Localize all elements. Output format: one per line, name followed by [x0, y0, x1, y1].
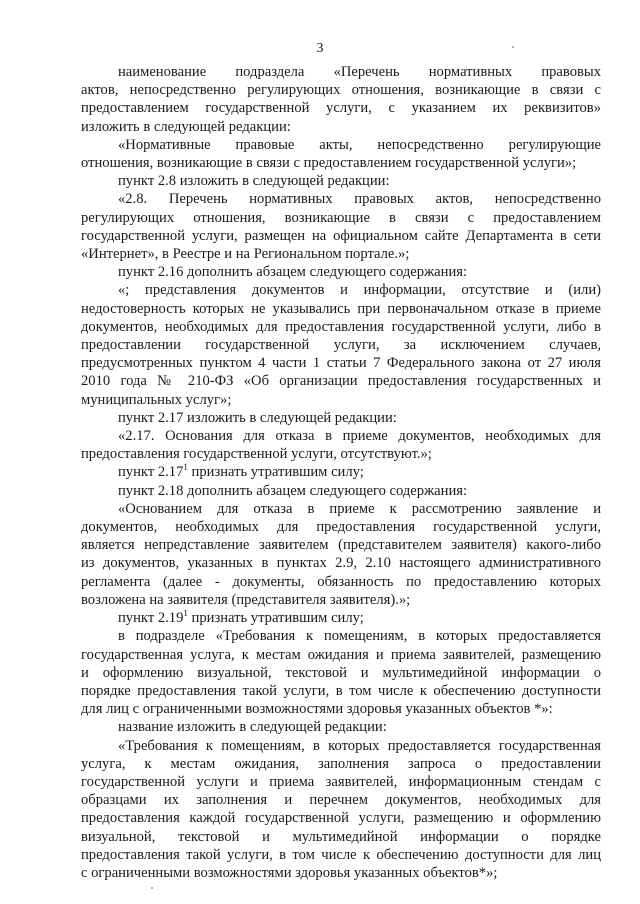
text-line: возложена на заявителя (представителя заявителя).»; [81, 591, 411, 608]
text-line: предоставления каждой государственной услуги, размещению и оформлению [81, 810, 601, 827]
document-body [81, 63, 601, 882]
page-number: 3 [316, 41, 324, 56]
superscript: 1 [183, 462, 188, 473]
text-line: «2.8. Перечень нормативных правовых актов, непосредственно [118, 191, 601, 208]
text-line: название изложить в следующей редакции: [118, 719, 387, 736]
text-line: с ограниченными возможностями здоровья указанных объектов*»; [81, 864, 498, 881]
text-line: в подразделе «Требования к помещениям, в которых предоставляется [118, 628, 601, 645]
text-line: регламента (далее - документы, обязанность по предоставлению которых [81, 573, 601, 590]
text-line: «Основанием для отказа в приеме к рассмотрению заявление и [118, 500, 601, 517]
text-line: документов, необходимых для предоставления государственной услуги, [81, 519, 601, 536]
text-line: предоставлении государственной услуги, за исключением случаев, [81, 337, 601, 354]
line-text: пункт 2.17 [118, 464, 184, 481]
text-line: предоставления государственной услуги, отсутствуют.»; [81, 446, 432, 463]
text-line: государственной услуги и приема заявителей, информационным стендам с [81, 773, 601, 790]
scan-speck [151, 887, 153, 889]
text-line: недостоверность которых не указывались при первоначальном отказе в приеме [81, 300, 601, 317]
text-line: государственной услуги, размещен на официальном сайте Департамента в сети [81, 227, 601, 244]
line-text: признать утратившим силу; [187, 464, 364, 481]
text-line: «Нормативные правовые акты, непосредственно регулирующие [118, 136, 601, 153]
text-line: «; представления документов и информации, отсутствие и (или) [118, 282, 601, 299]
text-line: порядке предоставления такой услуги, в том числе к обеспечению доступности [81, 682, 601, 699]
text-line: визуальной, текстовой и мультимедийной информации о порядке [81, 828, 601, 845]
text-line: для лиц с ограниченными возможностями здоровья указанных объектов *»: [81, 701, 553, 718]
text-line: регулирующих отношения, возникающие в связи с предоставлением [81, 209, 601, 226]
text-line: документов, необходимых для предоставления государственной услуги, либо в [81, 318, 601, 335]
text-line: пункт 2.16 дополнить абзацем следующего содержания: [118, 264, 468, 281]
text-line: является непредставление заявителем (представителем заявителя) какого-либо [81, 537, 601, 554]
text-line: пункт 2.8 изложить в следующей редакции: [118, 173, 390, 190]
text-line: услуга, к местам ожидания, заполнения запроса о предоставлении [81, 755, 601, 772]
text-line: актов, непосредственно регулирующих отношения, возникающие в связи с [81, 82, 601, 99]
line-text: пункт 2.19 [118, 610, 184, 627]
line-text: признать утратившим силу; [187, 610, 364, 627]
text-line: «Интернет», в Реестре и на Региональном портале.»; [81, 246, 410, 263]
text-line: наименование подраздела «Перечень нормативных правовых [118, 64, 601, 80]
text-line: и оформлению визуальной, текстовой и мультимедийной информации о [81, 664, 601, 681]
text-line: образцами их заполнения и перечнем документов, необходимых для [81, 792, 601, 809]
scan-speck [512, 46, 514, 48]
text-line: «Требования к помещениям, в которых предоставляется государственная [118, 737, 601, 754]
text-line: предусмотренных пунктом 4 части 1 статьи 7 Федерального закона от 27 июля [81, 355, 601, 372]
text-line: изложить в следующей редакции: [81, 118, 291, 135]
text-line: предоставления такой услуги, в том числе к обеспечению доступности для лиц [81, 846, 601, 863]
text-line: государственная услуга, к местам ожидания и приема заявителей, размещению [81, 646, 601, 663]
text-line: предоставлением государственной услуги, с указанием их реквизитов» [81, 100, 601, 117]
text-line: пункт 2.17 изложить в следующей редакции: [118, 409, 397, 426]
text-line: 2010 года № 210-ФЗ «Об организации предоставления государственных и [81, 373, 601, 390]
superscript: 1 [183, 608, 188, 619]
text-line: муниципальных услуг»; [81, 391, 232, 408]
text-line: из документов, указанных в пунктах 2.9, 2.10 настоящего административного [81, 555, 601, 572]
text-line: «2.17. Основания для отказа в приеме документов, необходимых для [118, 428, 601, 445]
text-line: пункт 2.18 дополнить абзацем следующего содержания: [118, 482, 468, 499]
text-line [81, 609, 601, 627]
text-line: отношения, возникающие в связи с предоставлением государственной услуги»; [81, 155, 577, 172]
text-line [81, 463, 601, 481]
